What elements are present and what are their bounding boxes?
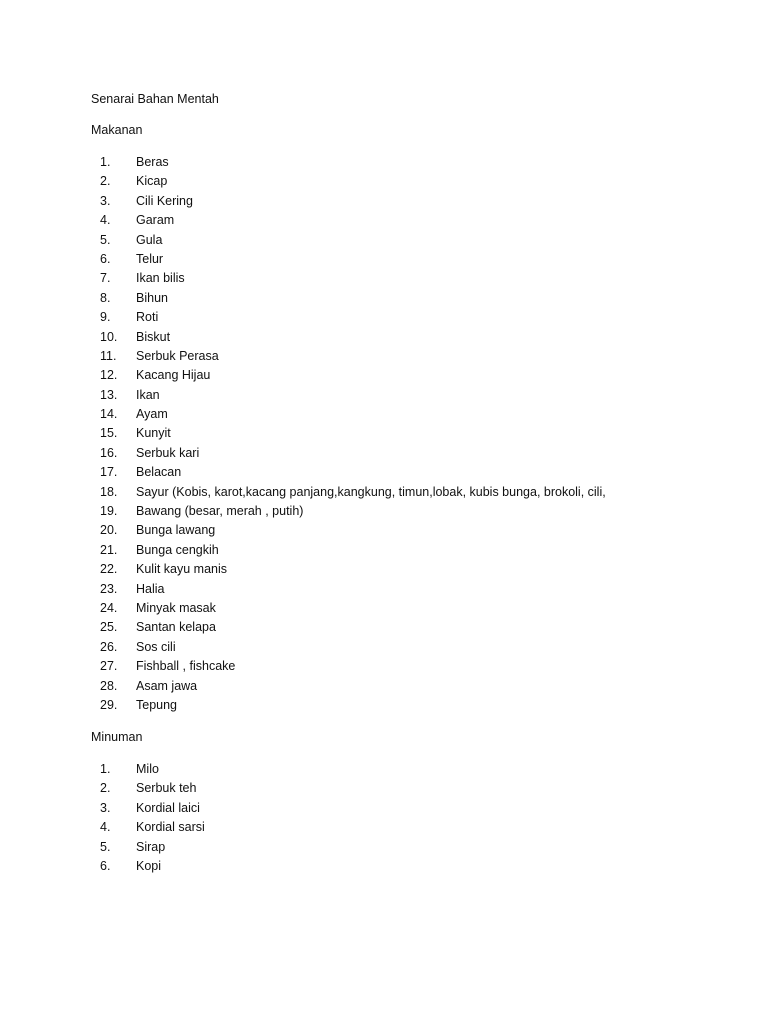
list-item-number: 9. <box>100 310 111 325</box>
list-item-number: 28. <box>100 678 118 693</box>
list-item-number: 13. <box>100 387 118 402</box>
list-item-number: 11. <box>100 348 117 363</box>
list-item-text: Serbuk Perasa <box>136 348 219 363</box>
list-item-text: Ikan <box>136 387 160 402</box>
list-item-text: Roti <box>136 310 159 325</box>
list-item-text: Serbuk kari <box>136 445 200 460</box>
list-item-text: Bunga cengkih <box>136 542 219 557</box>
list-item-number: 8. <box>100 290 111 305</box>
list-item-number: 14. <box>100 407 118 422</box>
list-item-text: Kacang Hijau <box>136 368 211 383</box>
list-item-text: Ikan bilis <box>136 271 185 286</box>
list-item-number: 29. <box>100 697 118 712</box>
document-title: Senarai Bahan Mentah <box>91 92 219 106</box>
list-item-text: Fishball , fishcake <box>136 659 236 674</box>
list-item-number: 22. <box>100 562 118 577</box>
list-item-number: 15. <box>100 426 118 441</box>
list-item-text: Belacan <box>136 465 182 480</box>
list-item-text: Sirap <box>136 839 166 854</box>
list-item-text: Sos cili <box>136 639 176 654</box>
list-item-number: 26. <box>100 639 118 654</box>
list-item-number: 6. <box>100 251 111 266</box>
list-item-text: Sayur (Kobis, karot,kacang panjang,kangkung, timun,lobak, kubis bunga, brokoli, cili, <box>136 484 606 499</box>
list-item-text: Gula <box>136 232 163 247</box>
list-item-number: 3. <box>100 800 111 815</box>
list-item-text: Telur <box>136 251 164 266</box>
list-item-text: Cili Kering <box>136 193 193 208</box>
list-item-text: Beras <box>136 155 169 169</box>
list-item-number: 6. <box>100 858 111 873</box>
list-item-text: Ayam <box>136 407 168 422</box>
list-item-text: Asam jawa <box>136 678 198 693</box>
list-item-number: 25. <box>100 620 118 635</box>
list-item-text: Kicap <box>136 174 168 189</box>
list-item-number: 20. <box>100 523 118 538</box>
list-item-number: 1. <box>100 762 111 776</box>
list-item-text: Kopi <box>136 858 162 873</box>
list-item-text: Bawang (besar, merah , putih) <box>136 504 304 519</box>
list-item-text: Minyak masak <box>136 600 216 615</box>
list-item-number: 4. <box>100 213 111 228</box>
list-item-number: 4. <box>100 820 111 835</box>
list-item-number: 10. <box>100 329 118 344</box>
list-item-number: 18. <box>100 484 118 499</box>
list-item-number: 23. <box>100 581 118 596</box>
list-item-number: 16. <box>100 445 118 460</box>
list-item-number: 2. <box>100 781 111 796</box>
list-item-text: Serbuk teh <box>136 781 197 796</box>
list-item-number: 21. <box>100 542 118 557</box>
list-item-number: 5. <box>100 839 111 854</box>
list-item-text: Bihun <box>136 290 168 305</box>
list-item-number: 1. <box>100 155 111 169</box>
list-item-text: Kordial sarsi <box>136 820 205 835</box>
list-item-number: 19. <box>100 504 118 519</box>
list-item-text: Santan kelapa <box>136 620 216 635</box>
list-item-text: Milo <box>136 762 159 776</box>
list-item-text: Tepung <box>136 697 178 712</box>
list-item-text: Garam <box>136 213 175 228</box>
list-item-text: Kunyit <box>136 426 171 441</box>
list-item-text: Biskut <box>136 329 171 344</box>
list-item-number: 27. <box>100 659 118 674</box>
list-item-text: Kulit kayu manis <box>136 562 228 577</box>
list-item-number: 2. <box>100 174 111 189</box>
list-item-number: 3. <box>100 193 111 208</box>
list-item-number: 5. <box>100 232 111 247</box>
list-item-number: 17. <box>100 465 118 480</box>
list-item-text: Bunga lawang <box>136 523 216 538</box>
list-item-number: 24. <box>100 600 118 615</box>
list-item-number: 7. <box>100 271 111 286</box>
list-item-number: 12. <box>100 368 118 383</box>
section-heading-makanan: Makanan <box>91 123 143 137</box>
list-item-text: Halia <box>136 581 165 596</box>
section-heading-minuman: Minuman <box>91 730 143 744</box>
list-item-text: Kordial laici <box>136 800 200 815</box>
